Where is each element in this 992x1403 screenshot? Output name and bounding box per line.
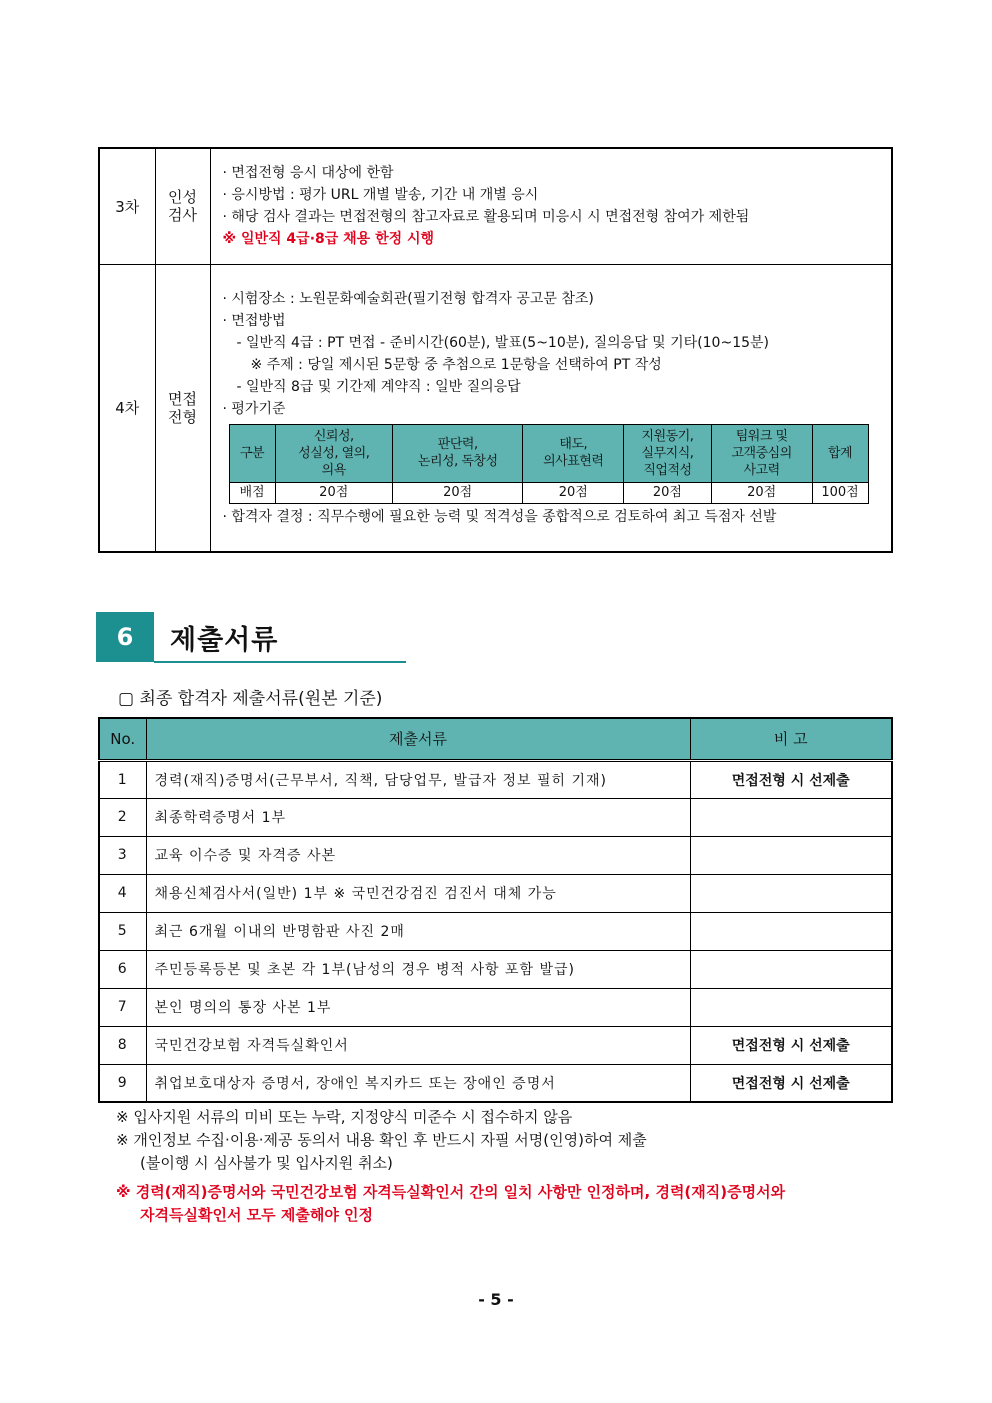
row-document: 교육 이수증 및 자격증 사본 <box>146 836 690 874</box>
note-line: ※ 개인정보 수집·이용·제공 동의서 내용 확인 후 반드시 자필 서명(인영)하여 제출 <box>116 1131 647 1149</box>
eval-criterion-line: 합계 <box>827 445 853 461</box>
eval-score-row <box>229 482 868 503</box>
eval-score-label: 배점 <box>229 482 275 503</box>
row-document: 취업보호대상자 증명서, 장애인 복지카드 또는 장애인 증명서 <box>146 1064 690 1102</box>
row-no: 7 <box>99 988 146 1026</box>
row-no: 2 <box>99 798 146 836</box>
desc-line: · 응시방법 : 평가 URL 개별 발송, 기간 내 개별 응시 <box>222 187 539 204</box>
row-document: 국민건강보험 자격득실확인서 <box>146 1026 690 1064</box>
section-underline <box>154 661 406 663</box>
documents-table <box>98 717 893 1103</box>
eval-criterion <box>392 424 522 482</box>
note-line-important: ※ 경력(재직)증명서와 국민건강보험 자격득실확인서 간의 일치 사항만 인정하며, 경력(재직)증명서와 <box>116 1183 786 1201</box>
desc-line: · 합격자 결정 : 직무수행에 필요한 능력 및 적격성을 종합적으로 검토하여 최고 득점자 선발 <box>222 508 777 525</box>
page-number: - 5 - <box>478 1290 514 1309</box>
section-heading <box>96 612 406 664</box>
selection-stage-table <box>98 147 893 553</box>
eval-criterion-line: 신뢰성, <box>313 428 354 444</box>
table-row <box>99 950 892 988</box>
eval-criterion-line: 사고력 <box>743 462 780 478</box>
header-documents: 제출서류 <box>146 718 690 760</box>
eval-head-label: 구분 <box>229 424 275 482</box>
row-note <box>690 988 892 1026</box>
desc-line: ※ 주제 : 당일 제시된 5문항 중 추첨으로 1문항을 선택하여 PT 작성 <box>250 356 662 373</box>
row-document: 본인 명의의 통장 사본 1부 <box>146 988 690 1026</box>
stage-label: 4차 <box>99 264 155 552</box>
stage-type-line: 전형 <box>168 407 197 426</box>
table-row <box>99 1026 892 1064</box>
row-note <box>690 912 892 950</box>
row-no: 1 <box>99 760 146 798</box>
note-line: (불이행 시 심사불가 및 입사지원 취소) <box>140 1154 393 1172</box>
desc-line: · 해당 검사 결과는 면접전형의 참고자료로 활용되며 미응시 시 면접전형 참여가 제한됨 <box>222 209 750 226</box>
stage-type-line: 인성 <box>168 188 197 207</box>
eval-criterion-line: 지원동기, <box>641 428 694 444</box>
stage-type <box>155 148 210 264</box>
row-note: 면접전형 시 선제출 <box>690 1026 892 1064</box>
eval-score: 100점 <box>812 482 868 503</box>
row-no: 8 <box>99 1026 146 1064</box>
eval-criterion <box>624 424 712 482</box>
row-document: 주민등록등본 및 초본 각 1부(남성의 경우 병적 사항 포함 발급) <box>146 950 690 988</box>
section-number: 6 <box>96 612 154 662</box>
row-no: 5 <box>99 912 146 950</box>
row-document: 채용신체검사서(일반) 1부 ※ 국민건강검진 검진서 대체 가능 <box>146 874 690 912</box>
desc-line: · 평가기준 <box>222 400 286 417</box>
eval-criterion-line: 논리성, 독창성 <box>417 454 498 470</box>
eval-header-row <box>229 424 868 482</box>
row-no: 9 <box>99 1064 146 1102</box>
eval-total-head <box>812 424 868 482</box>
eval-score: 20점 <box>624 482 712 503</box>
eval-criterion <box>523 424 624 482</box>
desc-line: · 시험장소 : 노원문화예술회관(필기전형 합격자 공고문 참조) <box>222 290 594 307</box>
table-row <box>99 760 892 798</box>
eval-score: 20점 <box>392 482 522 503</box>
subheading: ▢ 최종 합격자 제출서류(원본 기준) <box>118 689 383 709</box>
table-row <box>99 836 892 874</box>
eval-criterion-line: 성실성, 열의, <box>298 445 370 461</box>
eval-score: 20점 <box>523 482 624 503</box>
section-title: 제출서류 <box>170 625 279 656</box>
evaluation-criteria-table <box>229 424 869 504</box>
eval-criterion-line: 판단력, <box>437 437 478 453</box>
stage-type-line: 면접 <box>168 389 197 408</box>
eval-score: 20점 <box>711 482 812 503</box>
eval-criterion-line: 팀워크 및 <box>735 428 788 444</box>
row-note: 면접전형 시 선제출 <box>690 1064 892 1102</box>
eval-criterion <box>711 424 812 482</box>
eval-criterion-line: 실무지식, <box>641 445 694 461</box>
header-no: No. <box>99 718 146 760</box>
row-note <box>690 836 892 874</box>
stage-description <box>210 148 892 264</box>
highlight-note: ※ 일반직 4급·8급 채용 한정 시행 <box>222 231 435 248</box>
header-note: 비 고 <box>690 718 892 760</box>
table-row <box>99 798 892 836</box>
eval-criterion-line: 직업적성 <box>643 462 692 478</box>
eval-score: 20점 <box>275 482 392 503</box>
row-document: 최종학력증명서 1부 <box>146 798 690 836</box>
table-row <box>99 912 892 950</box>
eval-criterion-line: 의사표현력 <box>543 454 604 470</box>
row-no: 3 <box>99 836 146 874</box>
table-row <box>99 874 892 912</box>
desc-line: - 일반직 8급 및 기간제 계약직 : 일반 질의응답 <box>236 378 521 395</box>
stage-row-3 <box>99 148 892 264</box>
stage-label: 3차 <box>99 148 155 264</box>
row-note <box>690 950 892 988</box>
notes-block <box>116 1106 785 1227</box>
desc-line: · 면접방법 <box>222 312 286 329</box>
table-row <box>99 988 892 1026</box>
desc-line: · 면접전형 응시 대상에 한함 <box>222 165 394 182</box>
documents-header-row <box>99 718 892 760</box>
eval-criterion <box>275 424 392 482</box>
eval-criterion-line: 태도, <box>559 437 588 453</box>
row-document: 최근 6개월 이내의 반명함판 사진 2매 <box>146 912 690 950</box>
stage-row-4 <box>99 264 892 552</box>
stage-type <box>155 264 210 552</box>
note-line: ※ 입사지원 서류의 미비 또는 누락, 지정양식 미준수 시 접수하지 않음 <box>116 1108 573 1126</box>
desc-line: - 일반직 4급 : PT 면접 - 준비시간(60분), 발표(5~10분), 질의응답 및 기타(10~15분) <box>236 334 769 351</box>
row-no: 4 <box>99 874 146 912</box>
row-note: 면접전형 시 선제출 <box>690 760 892 798</box>
eval-criterion-line: 의욕 <box>321 462 346 478</box>
row-document: 경력(재직)증명서(근무부서, 직책, 담당업무, 발급자 정보 필히 기재) <box>146 760 690 798</box>
note-line-important: 자격득실확인서 모두 제출해야 인정 <box>140 1206 374 1224</box>
row-no: 6 <box>99 950 146 988</box>
stage-description <box>210 264 892 552</box>
stage-type-line: 검사 <box>168 206 197 225</box>
row-note <box>690 798 892 836</box>
eval-criterion-line: 고객중심의 <box>731 445 792 461</box>
table-row <box>99 1064 892 1102</box>
row-note <box>690 874 892 912</box>
